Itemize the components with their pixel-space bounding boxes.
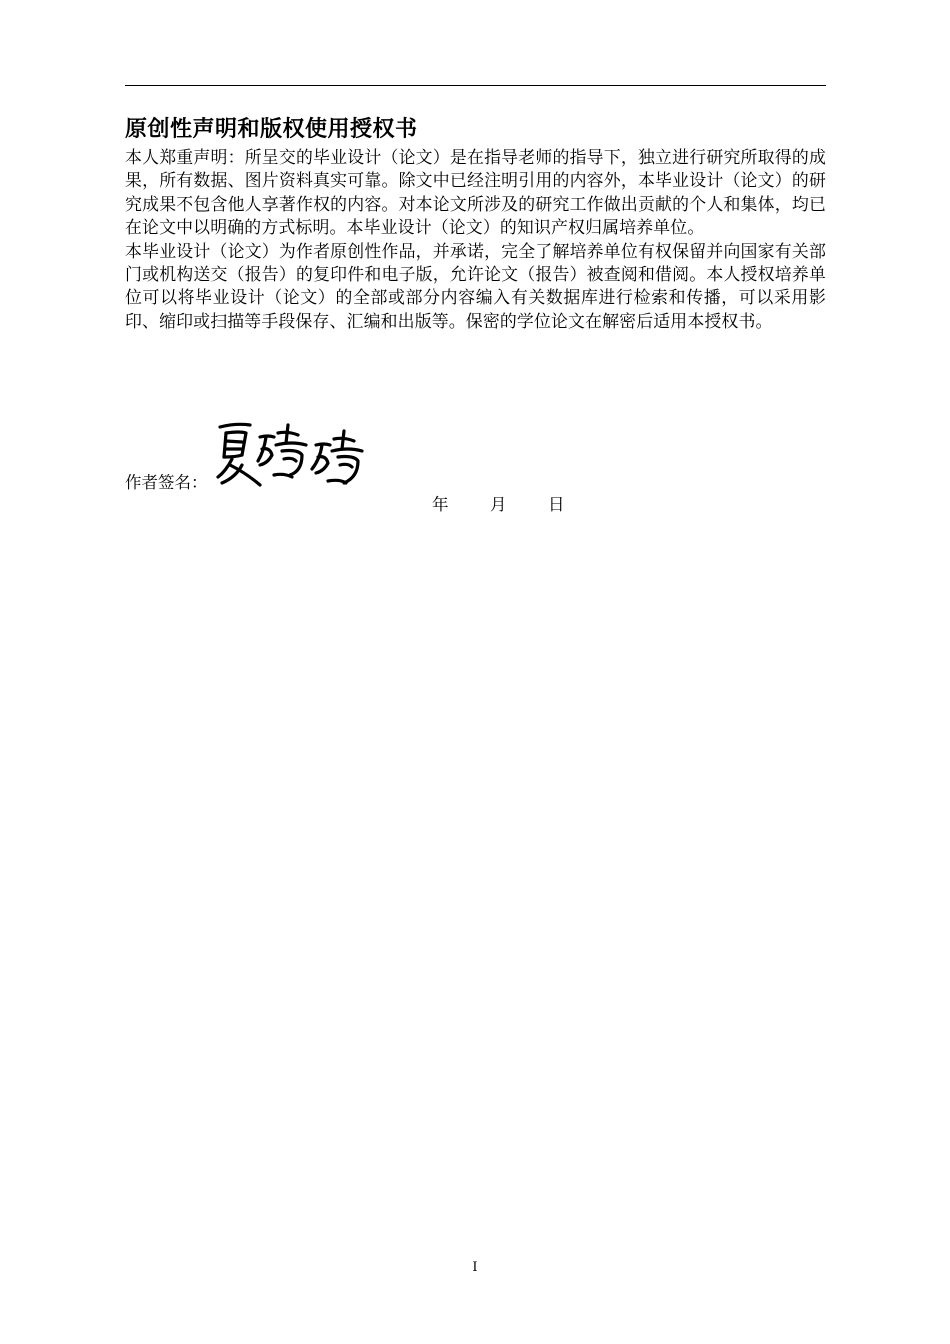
page-number: I [472,1260,478,1275]
date-month-label: 月 [490,495,507,514]
declaration-paragraph: 本人郑重声明：所呈交的毕业设计（论文）是在指导老师的指导下，独立进行研究所取得的成果，所有数据、图片资料真实可靠。除文中已经注明引用的内容外，本毕业设计（论文）的研究成果不包含他人享著作权的内容。对本论文所涉及的研究工作做出贡献的个人和集体，均已在论文中以明确的方式标明。本毕业设计（论文）的知识产权归属培养单位。 [125,147,826,238]
date-line [432,494,632,516]
document-title: 原创性声明和版权使用授权书 [125,117,418,142]
handwritten-signature [212,415,372,495]
document-body [125,146,826,333]
header-rule [125,85,826,86]
authorization-paragraph: 本毕业设计（论文）为作者原创性作品，并承诺，完全了解培养单位有权保留并向国家有关部门或机构送交（报告）的复印件和电子版，允许论文（报告）被查阅和借阅。本人授权培养单位可以将毕业设计（论文）的全部或部分内容编入有关数据库进行检索和传播，可以采用影印、缩印或扫描等手段保存、汇编和出版等。保密的学位论文在解密后适用本授权书。 [125,240,826,331]
date-year-label: 年 [432,495,449,514]
author-signature-label: 作者签名： [125,473,208,492]
date-day-label: 日 [548,495,565,514]
